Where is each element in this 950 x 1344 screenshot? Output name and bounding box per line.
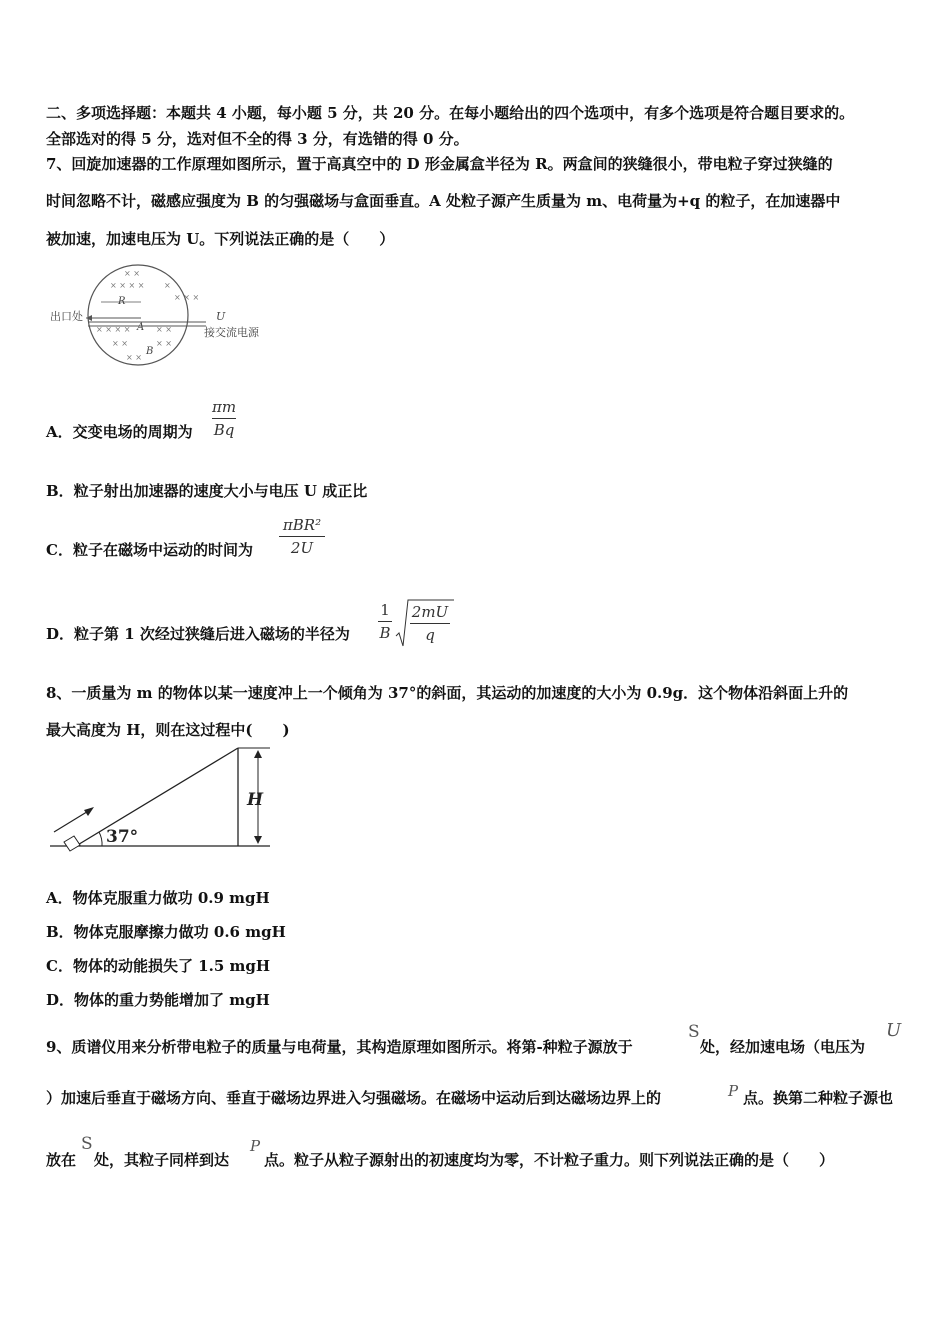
svg-text:× ×: × × (156, 339, 172, 348)
q8-option-a[interactable]: A．物体克服重力做功 0.9 mgH (46, 889, 270, 907)
q9-stem-line1: 9、质谱仪用来分析带电粒子的质量与电荷量，其构造原理如图所示。将第-种粒子源放于 (46, 1038, 633, 1056)
svg-text:× ×: × × (156, 325, 172, 334)
q8-stem-line2: 最大高度为 H，则在这过程中( ) (46, 721, 290, 739)
q7-stem-line2: 时间忽略不计，磁感应强度为 B 的匀强磁场与盒面垂直。A 处粒子源产生质量为 m、电荷量为+q 的粒子，在加速器中 (46, 192, 841, 210)
q9-stem-line3a: 放在 (46, 1151, 77, 1169)
svg-text:× × × ×: × × × × (96, 325, 131, 334)
q9-symbol-p2: P (250, 1137, 261, 1155)
q9-stem-line3c: 点。粒子从粒子源射出的初速度均为零，不计粒子重力。则下列说法正确的是（ ） (264, 1151, 835, 1169)
q9-stem-line3b: 处，其粒子同样到达 (94, 1151, 230, 1169)
q7-option-a-fraction (212, 398, 236, 439)
q9-symbol-s2: S (81, 1134, 93, 1154)
q7-option-c-num: πBR² (282, 516, 322, 534)
cyclotron-r-label: R (118, 296, 126, 307)
q8-option-b[interactable]: B．物体克服摩擦力做功 0.6 mgH (46, 923, 286, 941)
q7-option-c-fraction (279, 516, 325, 557)
cyclotron-a-label: A (137, 322, 145, 333)
svg-text:× × ×: × × × (174, 293, 200, 302)
svg-text:× × × ×: × × × × (110, 281, 145, 290)
incline-figure (46, 744, 276, 854)
svg-text:× ×: × × (112, 339, 128, 348)
q7-option-d-root-den: q (425, 626, 435, 644)
cyclotron-exit-label: 出口处 (50, 310, 83, 323)
q7-option-a-den: Bq (213, 421, 235, 439)
q7-option-a[interactable] (46, 421, 193, 442)
section-header-line2: 全部选对的得 5 分，选对但不全的得 3 分，有选错的得 0 分。 (46, 130, 469, 148)
q8-stem-line1: 8、一质量为 m 的物体以某一速度冲上一个倾角为 37°的斜面，其运动的加速度的大小为 0.9g．这个物体沿斜面上升的 (46, 684, 849, 702)
sliding-block (64, 836, 80, 851)
q9-symbol-s1: S (688, 1022, 700, 1042)
section-header-line1: 二、多项选择题：本题共 4 小题，每小题 5 分，共 20 分。在每小题给出的四个选项中，有多个选项是符合题目要求的。 (46, 104, 855, 122)
svg-text:×: × (164, 281, 171, 290)
q9-stem-line2: ）加速后垂直于磁场方向、垂直于磁场边界进入匀强磁场。在磁场中运动后到达磁场边界上的 (46, 1089, 662, 1107)
q7-option-d-text: D．粒子第 1 次经过狭缝后进入磁场的半径为 (46, 625, 350, 643)
q9-symbol-u: U (886, 1020, 902, 1041)
q7-option-a-num: πm (212, 398, 237, 416)
q7-option-d-num: 1 (380, 601, 390, 619)
q7-stem-line1: 7、回旋加速器的工作原理如图所示，置于高真空中的 D 形金属盒半径为 R。两盒间的狭缝很小，带电粒子穿过狭缝的 (46, 155, 833, 173)
q7-option-a-text: A．交变电场的周期为 (46, 423, 193, 441)
q7-option-c-text: C．粒子在磁场中运动的时间为 (46, 541, 253, 559)
q7-option-b[interactable]: B．粒子射出加速器的速度大小与电压 U 成正比 (46, 482, 368, 500)
q7-stem-line3: 被加速，加速电压为 U。下列说法正确的是（ ） (46, 230, 395, 248)
incline-angle-label: 37° (106, 827, 139, 847)
cyclotron-figure (46, 262, 286, 372)
q7-option-d[interactable] (46, 623, 350, 644)
q9-stem-line2b: 点。换第二种粒子源也 (743, 1089, 894, 1107)
svg-text:× ×: × × (126, 353, 142, 362)
q7-option-d-root-fraction (410, 603, 450, 644)
q7-option-d-root-num: 2mU (411, 603, 449, 621)
q7-option-c-den: 2U (290, 539, 314, 557)
cyclotron-source-label: 接交流电源 (204, 326, 259, 339)
svg-text:× ×: × × (124, 269, 140, 278)
q7-option-d-fraction (378, 601, 392, 642)
q8-option-d[interactable]: D．物体的重力势能增加了 mgH (46, 991, 270, 1009)
incline-height-label: H (247, 790, 264, 810)
q7-option-c[interactable] (46, 539, 253, 560)
cyclotron-b-label: B (146, 346, 154, 357)
q9-stem-line1b: 处，经加速电场（电压为 (700, 1038, 866, 1056)
q8-option-c[interactable]: C．物体的动能损失了 1.5 mgH (46, 957, 271, 975)
cyclotron-u-label: U (216, 310, 226, 323)
q9-symbol-p1: P (728, 1082, 739, 1100)
q7-option-d-den: B (379, 624, 391, 642)
